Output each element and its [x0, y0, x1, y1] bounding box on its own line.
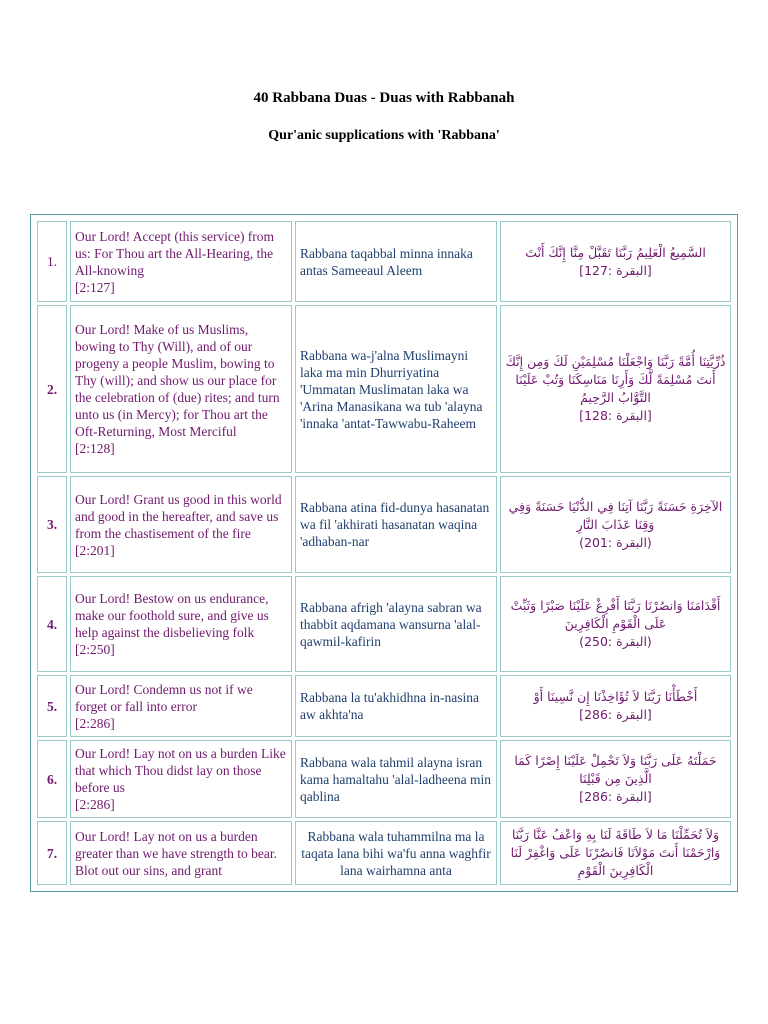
dua-number: 1. — [37, 221, 67, 302]
dua-english — [70, 221, 292, 302]
dua-english — [70, 576, 292, 672]
dua-number: 6. — [37, 740, 67, 818]
dua-transliteration: Rabbana taqabbal minna innaka antas Sameeaul Aleem — [295, 221, 497, 302]
dua-arabic-reference: [البقرة :286] — [579, 789, 652, 804]
table-row — [37, 675, 731, 737]
dua-reference: [2:250] — [75, 642, 115, 657]
dua-english — [70, 821, 292, 885]
dua-english-text: Our Lord! Make of us Muslims, bowing to Thy (Will), and of our progeny a people Muslim, bowing to Thy (will); and show us our place for the celebration of (due) rites; and turn unto us (in Mercy); for Thou art the Oft-Returning, Most Merciful — [75, 322, 280, 439]
dua-number: 4. — [37, 576, 67, 672]
dua-arabic — [500, 740, 731, 818]
dua-arabic — [500, 305, 731, 473]
table-row — [37, 740, 731, 818]
table-row — [37, 476, 731, 573]
dua-transliteration: Rabbana atina fid-dunya hasanatan wa fil 'akhirati hasanatan waqina 'adhaban-nar — [295, 476, 497, 573]
dua-english-text: Our Lord! Lay not on us a burden greater than we have strength to bear. Blot out our sins, and grant — [75, 828, 278, 878]
dua-english — [70, 740, 292, 818]
dua-number: 3. — [37, 476, 67, 573]
dua-english-text: Our Lord! Accept (this service) from us: For Thou art the All-Hearing, the All-knowing — [75, 228, 275, 278]
page-subtitle: Qur'anic supplications with 'Rabbana' — [268, 128, 500, 143]
dua-arabic-text: أَخْطَأْنَا رَبَّنَا لاَ تُؤَاخِذْنَا إِن نَّسِينَا أَوْ — [533, 689, 698, 704]
dua-english — [70, 675, 292, 737]
dua-transliteration: Rabbana wala tahmil alayna isran kama hamaltahu 'alal-ladheena min qablina — [295, 740, 497, 818]
table-row — [37, 305, 731, 473]
dua-arabic-reference: (البقرة :250) — [579, 634, 652, 649]
dua-arabic-reference: [البقرة :127] — [579, 262, 652, 278]
dua-reference: [2:286] — [75, 715, 115, 731]
dua-english-text: Our Lord! Condemn us not if we forget or fall into error — [75, 681, 253, 714]
dua-english-text: Our Lord! Bestow on us endurance, make our foothold sure, and give us help against the disbelieving folk — [75, 591, 269, 640]
table-row — [37, 221, 731, 302]
dua-arabic-text: ذُرِّيَّتِنَا أُمَّةً رَبَّنَا وَاجْعَلْنَا مُسْلِمَيْنِ لَكَ وَمِن إِنَّكَ أَنتَ مُسْلِمَةً لَّكَ وَأَرِنَا مَنَاسِكَنَا وَتُبْ عَلَيْنَا التَّوَّابُ الرَّحِيمُ — [505, 354, 726, 405]
dua-arabic-reference: (البقرة :201) — [579, 534, 652, 550]
dua-reference: [2:128] — [75, 441, 115, 456]
dua-arabic — [500, 821, 731, 885]
dua-arabic-text: الآخِرَةِ حَسَنَةً رَبَّنَا آتِنَا فِي الدُّنْيَا حَسَنَةً وَفِي وَقِنَا عَذَابَ النَّارِ — [508, 498, 723, 532]
dua-transliteration: Rabbana wala tuhammilna ma la taqata lana bihi wa'fu anna waghfir lana wairhamna anta — [295, 821, 497, 885]
dua-arabic-reference: [البقرة :128] — [579, 408, 652, 423]
dua-arabic-text: السَّمِيعُ الْعَلِيمُ رَبَّنَا تَقَبَّلْ مِنَّا إِنَّكَ أَنْتَ — [525, 244, 706, 260]
duas-table — [30, 214, 738, 892]
dua-arabic-text: وَلاَ تُحَمِّلْنَا مَا لاَ طَاقَةَ لَنَا بِهِ وَاعْفُ عَنَّا رَبَّنَا وَارْحَمْنَا أَنتَ مَوْلاَنَا فَانصُرْنَا عَلَى وَاغْفِرْ لَنَا الْكَافِرِينَ الْقَوْمِ — [510, 827, 721, 878]
dua-arabic-reference: [البقرة :286] — [579, 707, 652, 722]
dua-arabic — [500, 476, 731, 573]
page-title: 40 Rabbana Duas - Duas with Rabbanah — [253, 90, 515, 106]
table-row — [37, 576, 731, 672]
dua-number: 2. — [37, 305, 67, 473]
dua-transliteration: Rabbana la tu'akhidhna in-nasina aw akhta'na — [295, 675, 497, 737]
dua-reference: [2:286] — [75, 797, 115, 812]
dua-arabic — [500, 576, 731, 672]
dua-reference: [2:127] — [75, 279, 115, 295]
dua-english-text: Our Lord! Lay not on us a burden Like that which Thou didst lay on those before us — [75, 746, 286, 795]
dua-english — [70, 476, 292, 573]
dua-arabic — [500, 675, 731, 737]
dua-english-text: Our Lord! Grant us good in this world and good in the hereafter, and save us from the chastisement of the fire — [75, 491, 282, 541]
dua-arabic-text: حَمَلْتَهُ عَلَى رَبَّنَا وَلاَ تَحْمِلْ عَلَيْنَا إِصْرًا كَمَا الَّذِينَ مِن قَبْلِنَا — [514, 753, 717, 786]
table-row — [37, 821, 731, 885]
dua-number: 7. — [37, 821, 67, 885]
dua-number: 5. — [37, 675, 67, 737]
dua-reference: [2:201] — [75, 542, 115, 558]
dua-arabic — [500, 221, 731, 302]
dua-arabic-text: أَقْدَامَنَا وَانصُرْنَا رَبَّنَا أَفْرِغْ عَلَيْنَا صَبْرًا وَثَبِّتْ عَلَى الْقَوْمِ الْكَافِرِينَ — [510, 598, 721, 631]
dua-english — [70, 305, 292, 473]
dua-transliteration: Rabbana afrigh 'alayna sabran wa thabbit aqdamana wansurna 'alal-qawmil-kafirin — [295, 576, 497, 672]
dua-transliteration: Rabbana wa-j'alna Muslimayni laka ma min Dhurriyatina 'Ummatan Muslimatan laka wa 'Arina Manasikana wa tub 'alayna 'innaka 'antat-Tawwabu-Raheem — [295, 305, 497, 473]
